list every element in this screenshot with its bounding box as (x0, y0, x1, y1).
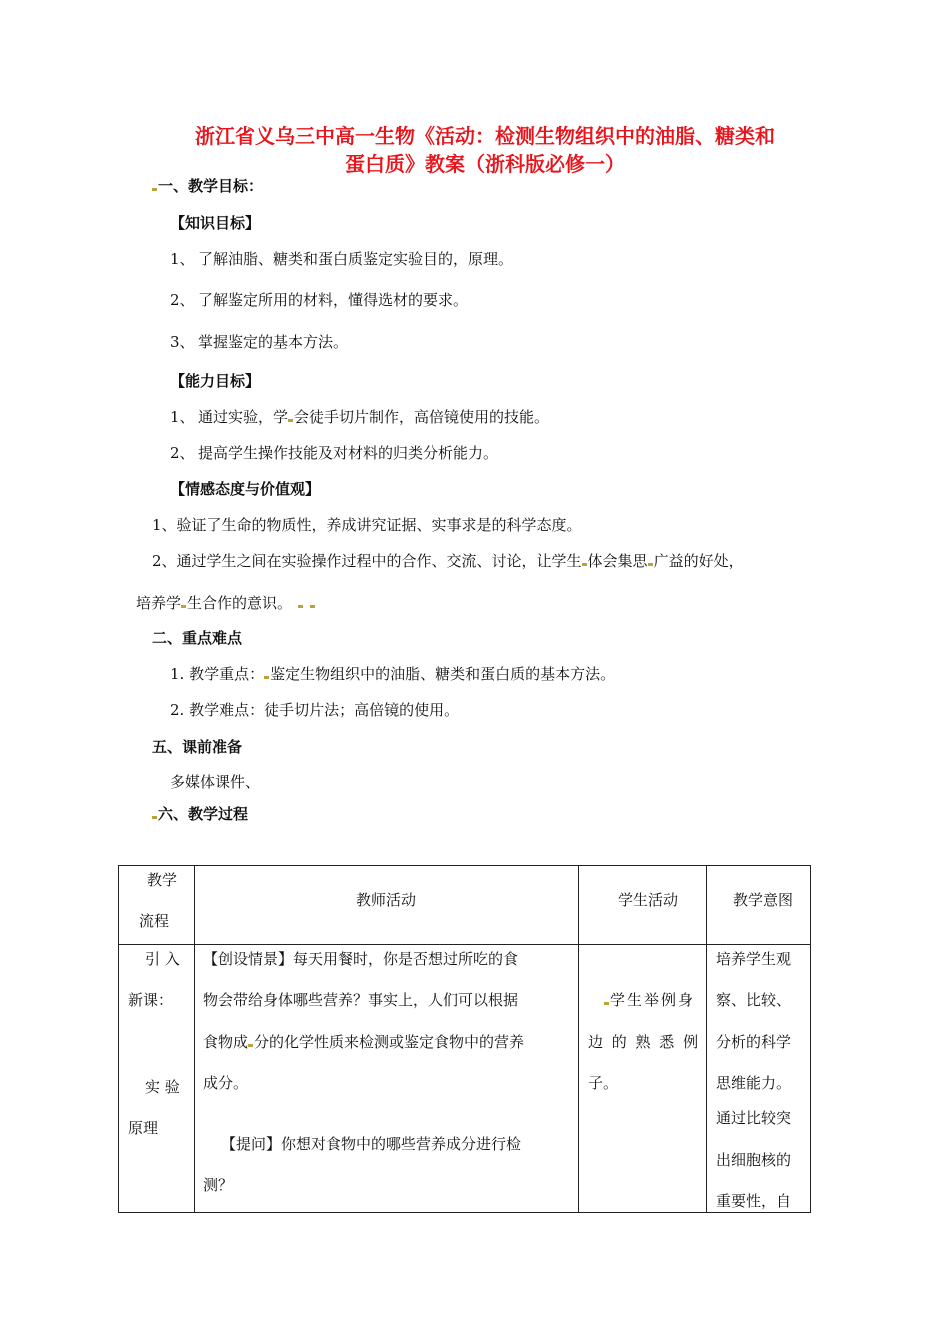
edit-mark-icon (288, 419, 293, 422)
edit-mark-icon (648, 563, 653, 566)
table-divider (194, 866, 195, 1212)
knowledge-item-2: 2、 了解鉴定所用的材料，懂得选材的要求。 (170, 291, 469, 309)
edit-mark-icon (248, 1044, 253, 1047)
teaching-process-table (118, 865, 811, 1213)
header-flow-line2: 流程 (139, 912, 170, 930)
document-title-line1: 浙江省义乌三中高一生物《活动：检测生物组织中的油脂、糖类和 (195, 124, 775, 148)
edit-mark-icon (298, 605, 303, 608)
key-point-item: 1. 教学重点： 鉴定生物组织中的油脂、糖类和蛋白质的基本方法。 (170, 665, 616, 683)
header-teacher-activity: 教师活动 (356, 891, 417, 909)
knowledge-goals-heading: 【知识目标】 (170, 214, 261, 232)
ability-goals-heading: 【能力目标】 (170, 372, 261, 390)
intent-text-line: 察、比较、 (716, 991, 792, 1009)
header-teaching-intent: 教学意图 (733, 891, 794, 909)
attitude-item-2: 2、通过学生之间在实验操作过程中的合作、交流、讨论，让学生 体会集思 广益的好处， (152, 552, 744, 570)
knowledge-item-1: 1、 了解油脂、糖类和蛋白质鉴定实验目的，原理。 (170, 250, 514, 268)
intent-text-line: 出细胞核的 (716, 1151, 792, 1169)
attitude-item-1: 1、验证了生命的物质性，养成讲究证据、实事求是的科学态度。 (152, 516, 582, 534)
key-points-heading: 二、重点难点 (152, 629, 243, 647)
ability-item-1: 1、 通过实验，学 会徒手切片制作，高倍镜使用的技能。 (170, 408, 550, 426)
intent-text-line: 分析的科学 (716, 1033, 792, 1051)
table-divider (578, 866, 579, 1212)
knowledge-item-3: 3、 掌握鉴定的基本方法。 (170, 333, 349, 351)
student-text-line: 边 的 熟 悉 例 (588, 1033, 701, 1051)
intent-text-line: 思维能力。 (716, 1074, 792, 1092)
flow-cell-line: 新课： (128, 991, 174, 1009)
header-flow-line1: 教学 (147, 871, 178, 889)
edit-mark-icon (582, 563, 587, 566)
table-divider (706, 866, 707, 1212)
teacher-text-line: 测？ (203, 1176, 234, 1194)
section-teaching-goals: 一、教学目标： (152, 176, 263, 196)
process-heading: 六、教学过程 (152, 804, 248, 824)
edit-mark-icon (152, 816, 157, 819)
intent-text-line: 通过比较突 (716, 1109, 792, 1127)
flow-cell-line: 引 入 (145, 950, 180, 968)
teacher-text-line: 【提问】你想对食物中的哪些营养成分进行检 (221, 1135, 522, 1153)
attitude-item-2-cont: 培养学 生合作的意识。 (136, 593, 316, 613)
ability-item-2: 2、 提高学生操作技能及对材料的归类分析能力。 (170, 444, 499, 462)
teacher-text-line: 成分。 (203, 1074, 249, 1092)
flow-cell-line: 实 验 (145, 1078, 180, 1096)
table-divider (119, 944, 810, 945)
edit-mark-icon (152, 188, 157, 191)
teacher-text-line: 【创设情景】每天用餐时，你是否想过所吃的食 (203, 950, 519, 968)
attitude-goals-heading: 【情感态度与价值观】 (170, 480, 321, 498)
intent-text-line: 培养学生观 (716, 950, 792, 968)
prep-heading: 五、课前准备 (152, 738, 243, 756)
header-student-activity: 学生活动 (618, 891, 679, 909)
student-text-line: 子。 (588, 1074, 619, 1092)
edit-mark-icon (310, 605, 315, 608)
prep-text: 多媒体课件、 (170, 773, 261, 791)
flow-cell-line: 原理 (128, 1119, 159, 1137)
document-title-line2: 蛋白质》教案（浙科版必修一） (345, 152, 625, 176)
intent-text-line: 重要性，自 (716, 1192, 792, 1210)
teacher-text-line: 物会带给身体哪些营养？事实上，人们可以根据 (203, 991, 519, 1009)
edit-mark-icon (604, 1002, 609, 1005)
teacher-text-line: 食物成 分的化学性质来检测或鉴定食物中的营养 (203, 1033, 525, 1051)
student-text-line: 学生举例身 (604, 990, 695, 1010)
difficult-point-item: 2. 教学难点：徒手切片法；高倍镜的使用。 (170, 701, 460, 719)
edit-mark-icon (264, 676, 269, 679)
edit-mark-icon (181, 605, 186, 608)
